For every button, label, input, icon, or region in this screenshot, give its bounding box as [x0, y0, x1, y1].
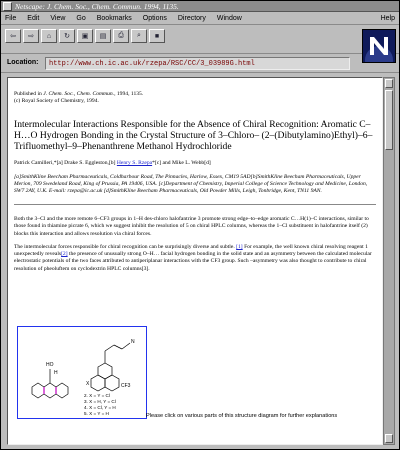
fig-label-cf3: CF3: [121, 383, 131, 389]
window-close-box[interactable]: [3, 2, 12, 11]
reference-link-1[interactable]: [1]: [236, 243, 243, 250]
toolbar: [1, 25, 399, 54]
open-icon: ▤: [99, 33, 107, 40]
home-button[interactable]: [41, 29, 57, 43]
location-label: Location:: [7, 59, 39, 66]
intro-part-b: For example, the well known chiral resolving reagent 1 unexpectedly reveals: [14, 243, 368, 258]
pub-prefix: Published in: [14, 91, 44, 97]
menu-go[interactable]: Go: [76, 14, 86, 22]
structure-diagram[interactable]: [17, 326, 147, 419]
stop-button[interactable]: [149, 29, 165, 43]
images-button[interactable]: [77, 29, 93, 43]
author-line: [14, 160, 376, 167]
article-title: Intermolecular Interactions Responsible for the Absence of Chiral Recognition: Aromatic C–H…O Hydrogen Bonding in the Crystal Structure of 3–Chloro– (2–(Dibutylamino)Ethyl)–6–Trifluomethyl–9–Phenanthrene Methanol Hydrochloride: [14, 119, 373, 152]
intro-paragraph: [14, 244, 376, 273]
print-icon: ⎙: [118, 32, 124, 39]
menu-bar: [1, 12, 399, 25]
url-input[interactable]: http://www.ch.ic.ac.uk/rzepa/RSC/CC/3_03989G.html: [45, 57, 350, 70]
fig-label-ho: HO: [46, 362, 54, 368]
menu-window[interactable]: Window: [216, 14, 242, 22]
abstract-paragraph: Both the 3–Cl and the more remote 6–CF3 groups in 1–H des-chloro halofantrine 3 promote strong edge–to–edge aromatic C…H(1)–C interactions, similar to those found in thiamine picrate 6, which we suggest inhibit the resolution of 5 on chiral HPLC columns, whereas the 1–Cl substituent in halofantrine itself (2) blocks this interaction and allows resolution via chiral forces.: [14, 216, 369, 237]
menu-directory[interactable]: Directory: [177, 14, 206, 22]
affiliations: [a]SmithKline Beecham Pharmaceuticals, Coldharbour Road, The Pinnacles, Harlow, Essex, CM19 5AD[b]SmithKline Beecham Pharmaceuticals, Upper Merion, 709 Swedeland Road, King of Prussia, PA 19406, USA. [c]Department of Chemistry, Imperial College of Science Technology and Medicine, London, SW7 2AY, U.K. E-mail: rzepa@ic.ac.uk [d]SmithKline Beecham Pharmaceuticals, Old Powder Mills, Leigh, Tonbridge, Kent, TN11 9AN.: [14, 174, 368, 194]
find-button[interactable]: [131, 29, 147, 43]
fig-label-h: H: [54, 370, 58, 376]
vertical-scrollbar[interactable]: [383, 77, 395, 445]
forward-button[interactable]: [23, 29, 39, 43]
molecule-structure-icon: [18, 327, 146, 418]
stop-icon: ■: [154, 32, 160, 40]
window-title: Netscape: J. Chem. Soc., Chem. Commun. 1994, 1135.: [15, 1, 179, 11]
menu-bookmarks[interactable]: Bookmarks: [96, 14, 132, 22]
author-link-rzepa[interactable]: Henry S. Rzepa: [116, 160, 153, 166]
reload-icon: ↻: [64, 33, 70, 40]
fig-table-row: 3. X = H, Y = Cl: [84, 399, 116, 404]
reload-button[interactable]: [59, 29, 75, 43]
home-icon: ⌂: [46, 32, 52, 40]
menu-help[interactable]: Help: [380, 15, 395, 22]
figure-caption: Please click on various parts of this structure diagram for further explanations: [146, 413, 338, 419]
fig-label-n: N: [131, 339, 135, 345]
intro-part-a: The intermolecular forces responsible for chiral recognition can be surprisingly diverse and subtle.: [14, 243, 235, 250]
publication-line: [14, 91, 376, 105]
fig-table-row: 2. X = Y = Cl: [84, 393, 110, 398]
reference-link-2[interactable]: [2]: [61, 251, 68, 258]
menu-options[interactable]: Options: [142, 14, 167, 22]
pub-suffix: , 1994, 1135.: [114, 91, 144, 97]
scroll-up-arrow[interactable]: [385, 79, 393, 88]
divider: [14, 204, 376, 205]
scroll-thumb[interactable]: [385, 90, 393, 150]
fig-table-row: 5. X = Y = H: [84, 411, 109, 416]
pub-journal: J. Chem. Soc., Chem. Commun.: [43, 91, 115, 97]
title-bar: [1, 1, 399, 12]
print-button[interactable]: [113, 29, 129, 43]
authors-part-a: Patrick Camilleri,*[a] Drake S. Eggleston,[b]: [14, 160, 117, 166]
location-bar: [1, 54, 399, 73]
find-icon: ⌕: [137, 32, 141, 39]
forward-arrow-icon: ⇨: [28, 33, 34, 40]
back-button[interactable]: [5, 29, 21, 43]
images-icon: ▣: [81, 33, 89, 40]
authors-part-b: *[c] and Mike L. Webb[d]: [152, 160, 211, 166]
intro-part-c: the presence of unusually strong O–H… facial hydrogen bonding in the solid state and an asymmetry between the calculated molecular electrostatic potentials of the two faces attributed to antiperiplanar interactions with the CF3 group. Such –asymmetry was also thought to contribute to chiral resolution of pheoluftem on cyclodextrin HPLC columns[3].: [14, 251, 372, 272]
scroll-down-arrow[interactable]: [385, 434, 393, 443]
fig-label-x: X: [86, 381, 90, 387]
open-button[interactable]: [95, 29, 111, 43]
back-arrow-icon: ⇦: [10, 33, 16, 40]
menu-file[interactable]: File: [5, 14, 17, 22]
menu-edit[interactable]: Edit: [27, 14, 40, 22]
menu-view[interactable]: View: [50, 14, 66, 22]
fig-table-row: 4. X = Cl, Y = H: [84, 405, 116, 410]
copyright-line: (c) Royal Society of Chemistry, 1994.: [14, 98, 99, 104]
